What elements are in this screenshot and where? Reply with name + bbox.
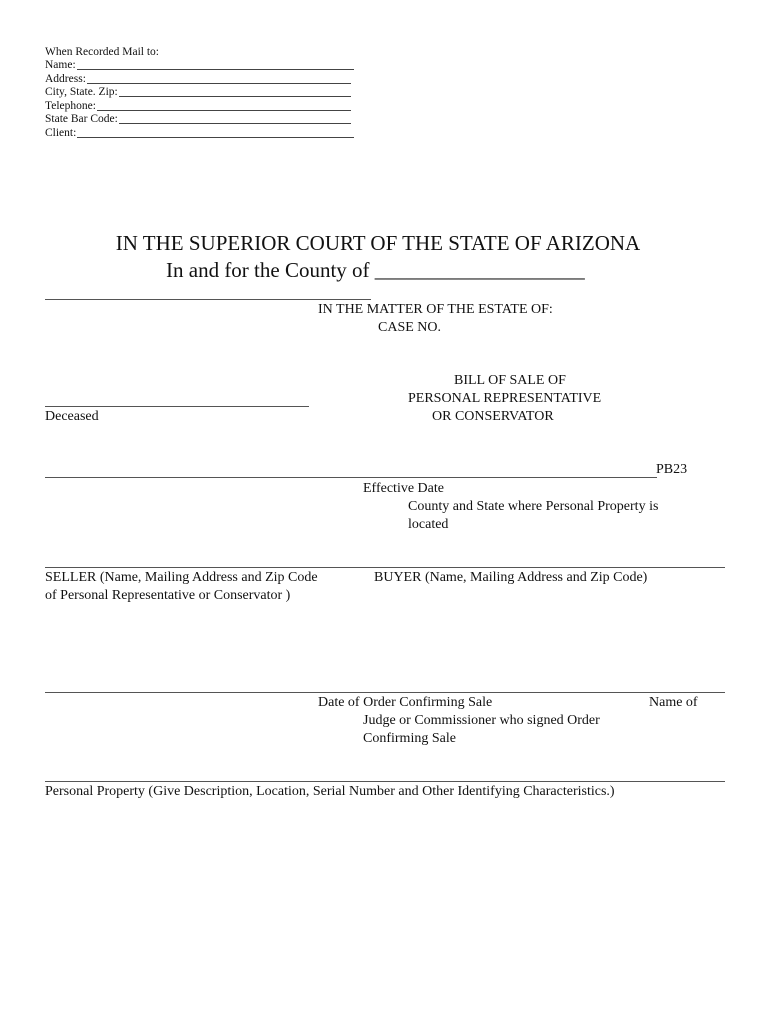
personal-property-label: Personal Property (Give Description, Location, Serial Number and Other Identifying Characteristics.): [45, 784, 615, 799]
order-top-line: [45, 692, 725, 693]
state-bar-code-field-row[interactable]: [45, 113, 351, 126]
deceased-name-line[interactable]: [45, 406, 309, 407]
client-label: Client:: [45, 127, 77, 139]
city-state-zip-label: City, State. Zip:: [45, 86, 118, 98]
county-state-label-line1: County and State where Personal Property is: [408, 499, 659, 514]
county-state-label-line2: located: [408, 517, 449, 532]
estate-name-line[interactable]: [45, 299, 371, 300]
telephone-field-row[interactable]: [45, 100, 351, 113]
name-of-label: Name of: [649, 695, 698, 710]
client-field-row[interactable]: [45, 127, 354, 140]
seller-label-line2: of Personal Representative or Conservator ): [45, 588, 291, 603]
form-code: PB23: [656, 462, 688, 477]
telephone-line[interactable]: [97, 110, 351, 111]
name-line[interactable]: [77, 69, 354, 70]
city-state-zip-line[interactable]: [119, 96, 351, 97]
city-state-zip-field-row[interactable]: [45, 86, 351, 99]
case-no-label: CASE NO.: [378, 320, 442, 335]
state-bar-code-label: State Bar Code:: [45, 113, 118, 125]
judge-label-line1: Judge or Commissioner who signed Order: [363, 713, 600, 728]
doc-title-line2: PERSONAL REPRESENTATIVE: [408, 391, 602, 406]
county-line: In and for the County of ____________________: [166, 258, 585, 282]
state-bar-code-line[interactable]: [119, 123, 351, 124]
order-date-label: Date of Order Confirming Sale: [318, 695, 493, 710]
address-field-row[interactable]: [45, 73, 351, 86]
deceased-label: Deceased: [45, 409, 99, 424]
address-line[interactable]: [87, 83, 351, 84]
telephone-label: Telephone:: [45, 100, 96, 112]
doc-title-line1: BILL OF SALE OF: [454, 373, 566, 388]
buyer-label: BUYER (Name, Mailing Address and Zip Code): [374, 570, 648, 585]
court-title: IN THE SUPERIOR COURT OF THE STATE OF ARIZONA: [115, 231, 641, 255]
judge-label-line2: Confirming Sale: [363, 731, 456, 746]
effective-date-label: Effective Date: [363, 481, 444, 496]
client-line[interactable]: [77, 137, 354, 138]
matter-label: IN THE MATTER OF THE ESTATE OF:: [318, 302, 553, 317]
property-top-line: [45, 781, 725, 782]
seller-buyer-top-line: [45, 567, 725, 568]
recorded-mail-heading: When Recorded Mail to:: [45, 46, 160, 58]
seller-label-line1: SELLER (Name, Mailing Address and Zip Code: [45, 570, 318, 585]
pb23-line[interactable]: [45, 477, 657, 478]
doc-title-line3: OR CONSERVATOR: [432, 409, 554, 424]
address-label: Address:: [45, 73, 86, 85]
name-field-row[interactable]: [45, 59, 354, 72]
name-label: Name:: [45, 59, 76, 71]
